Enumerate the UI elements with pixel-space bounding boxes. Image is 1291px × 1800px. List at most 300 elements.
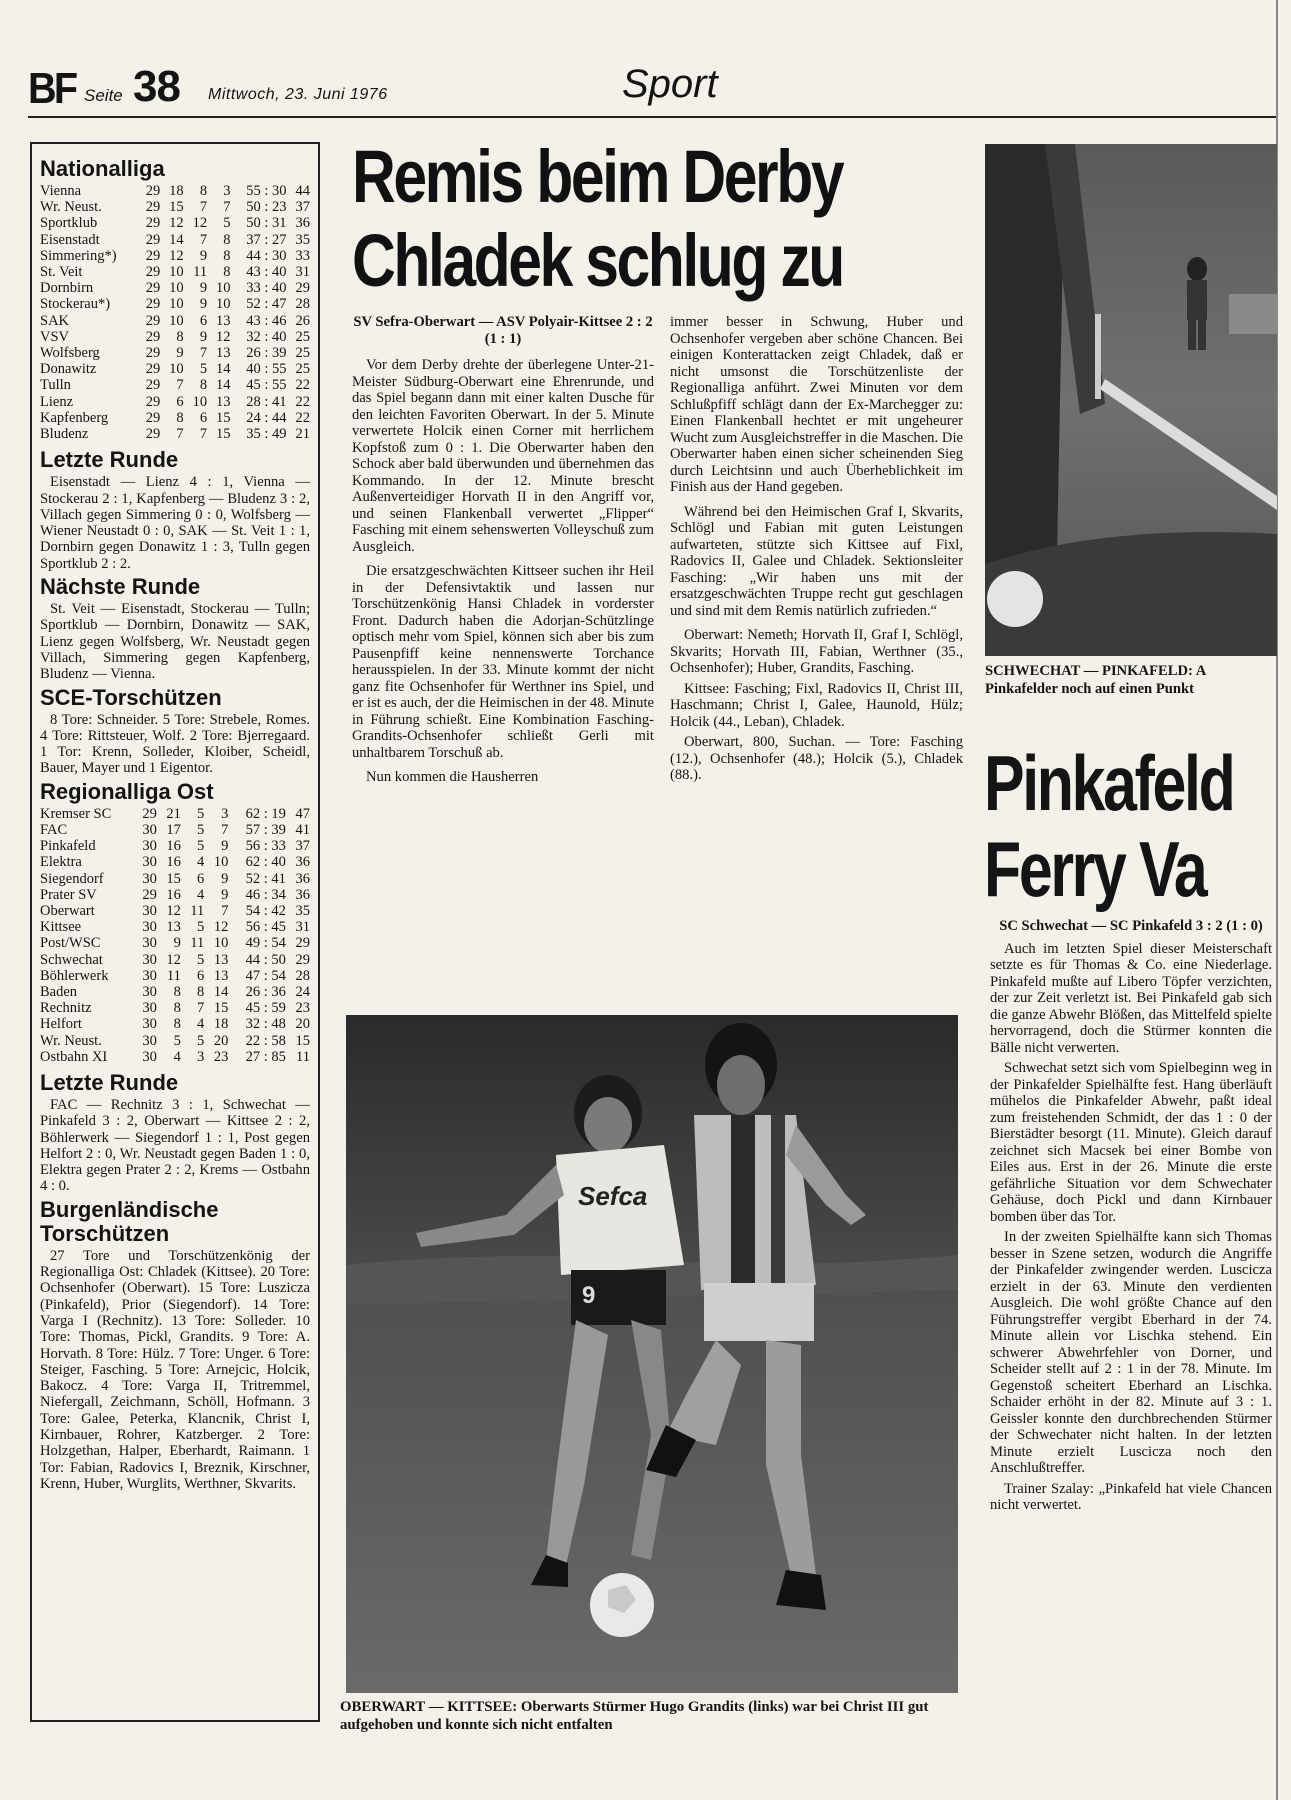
table-row	[40, 854, 310, 870]
table-cell: 22	[295, 377, 310, 394]
table-row	[40, 232, 310, 248]
table-cell: 5	[197, 919, 205, 936]
team-name: Sportklub	[40, 215, 98, 232]
table-cell: 31	[295, 264, 310, 281]
lineup-oberwart: Oberwart: Nemeth; Horvath II, Graf I, Schlögl, Skvarits; Horvath III, Fabian, Werthner (35., Ochsenhofer); Huber, Grandits, Fasching.	[670, 627, 963, 676]
table-cell: 20	[213, 1032, 229, 1049]
table-cell: 44	[295, 183, 310, 199]
table-row	[40, 394, 310, 410]
table-cell: 12	[169, 247, 184, 264]
table-cell: 11	[166, 967, 181, 984]
right-headline-line-2: Ferry Va	[984, 825, 1206, 913]
table-cell: 4	[197, 1016, 205, 1033]
table-row	[40, 1016, 310, 1032]
table-cell: 8	[176, 328, 184, 345]
table-cell: 47 : 54	[245, 967, 286, 984]
table-cell: 8	[176, 409, 184, 426]
match-facts: Oberwart, 800, Suchan. — Tore: Fasching (12.), Ochsenhofer (48.); Holcik (5.), Chladek (88.).	[670, 734, 963, 783]
table-row	[40, 296, 310, 312]
table-row	[40, 887, 310, 903]
table-cell: 10	[169, 264, 184, 281]
team-name: Helfort	[40, 1016, 82, 1033]
table-cell: 4	[197, 886, 205, 903]
table-cell: 30	[142, 1048, 157, 1065]
table-cell: 12	[166, 902, 181, 919]
table-cell: 5	[223, 215, 231, 232]
table-cell: 37 : 27	[246, 231, 287, 248]
table-cell: 9	[221, 838, 229, 855]
article-paragraph: Schwechat setzt sich vom Spielbeginn weg in der Pinkafelder Spielhälfte fest. Hang überläuft mühelos die Pinkafelder Abwehr, paßt ideal zum freistehenden Schmidt, der das 1 : 0 der Bierstädter besorgt (11. Minute). Gleich darauf zeichnet sich Macsek bei einer Bombe von Eiles aus. Erst in der 26. Minute die erste gefährliche Situation vor dem Schwechater Gehäuse, doch Pickl und dann Kirnbauer bomben über das Tor.	[990, 1060, 1272, 1225]
table-cell: 29	[145, 215, 161, 232]
table-cell: 12	[192, 215, 208, 232]
table-cell: 29	[145, 183, 161, 199]
table-cell: 6	[199, 312, 208, 329]
nationalliga-table	[40, 183, 310, 442]
table-cell: 30	[142, 870, 157, 887]
table-cell: 9	[221, 870, 229, 887]
table-row	[40, 248, 310, 264]
table-cell: 57 : 39	[245, 821, 286, 838]
table-cell: 13	[213, 951, 229, 968]
table-cell: 18	[213, 1016, 229, 1033]
table-cell: 29	[295, 280, 310, 297]
table-cell: 36	[295, 886, 310, 903]
page-number: 38	[133, 62, 180, 111]
photo-caption-right	[985, 662, 1277, 698]
table-cell: 29	[145, 231, 161, 248]
table-cell: 10	[215, 280, 231, 297]
table-cell: 25	[295, 361, 310, 378]
table-cell: 28	[295, 967, 310, 984]
table-cell: 50 : 31	[246, 215, 287, 232]
team-name: Donawitz	[40, 361, 97, 378]
table-cell: 10	[169, 296, 184, 313]
stats-box	[30, 142, 320, 1722]
table-cell: 27 : 85	[245, 1048, 286, 1065]
table-cell: 36	[295, 854, 310, 871]
team-name: Baden	[40, 983, 78, 1000]
table-cell: 25	[295, 345, 310, 362]
table-cell: 29	[145, 296, 161, 313]
table-cell: 5	[197, 805, 205, 822]
table-cell: 8	[173, 983, 181, 1000]
table-cell: 54 : 42	[245, 902, 286, 919]
table-cell: 9	[199, 247, 208, 264]
table-cell: 7	[221, 821, 229, 838]
table-cell: 22	[295, 409, 310, 426]
table-cell: 10	[169, 361, 184, 378]
table-cell: 62 : 19	[245, 805, 286, 822]
table-row	[40, 952, 310, 968]
table-cell: 9	[199, 280, 208, 297]
table-cell: 29	[145, 199, 161, 216]
table-cell: 29	[145, 393, 161, 410]
table-cell: 7	[199, 345, 208, 362]
team-name: Bludenz	[40, 426, 89, 443]
team-name: VSV	[40, 328, 70, 345]
table-row	[40, 329, 310, 345]
table-cell: 40 : 55	[246, 361, 287, 378]
table-cell: 5	[197, 838, 205, 855]
table-cell: 44 : 30	[246, 247, 287, 264]
table-cell: 13	[215, 393, 231, 410]
table-cell: 18	[169, 183, 184, 199]
table-cell: 29	[145, 328, 161, 345]
table-cell: 30	[142, 1000, 157, 1017]
team-name: Kapfenberg	[40, 409, 109, 426]
table-cell: 5	[197, 821, 205, 838]
team-name: St. Veit	[40, 264, 83, 281]
table-cell: 7	[176, 377, 184, 394]
article-paragraph: Die ersatzgeschwächten Kittseer suchen ihr Heil in der Defensivtaktik und lassen nur Torschützenkönig Hansi Chladek in vorderster Front. Dadurch haben die Adorjan-Schützlinge optisch mehr vom Spiel, können sich aber bis zum Pausenpfiff keine nennenswerte Torchance herausspielen. In der 33. Minute kommt der nicht ganz fite Ochsenhofer für Werthner ins Spiel, und er ist es auch, der die Heimischen in der 48. Minute in Führung schießt. Eine Kombination Fasching-Grandits-Ochsenhofer schließt Gerli mit unhaltbarem Torschuß ab.	[352, 563, 654, 761]
table-cell: 5	[197, 1032, 205, 1049]
team-name: Vienna	[40, 183, 82, 199]
table-cell: 43 : 46	[246, 312, 287, 329]
table-cell: 8	[223, 247, 231, 264]
table-cell: 6	[176, 393, 184, 410]
photo-caption-right-line-1: SCHWECHAT — PINKAFELD: A	[985, 663, 1207, 679]
table-row	[40, 361, 310, 377]
table-cell: 7	[199, 231, 208, 248]
table-row	[40, 871, 310, 887]
right-match-subhead: SC Schwechat — SC Pinkafeld 3 : 2 (1 : 0)	[999, 918, 1263, 934]
table-cell: 29	[295, 951, 310, 968]
table-cell: 10	[213, 854, 229, 871]
table-cell: 15	[215, 426, 231, 443]
table-cell: 55 : 30	[246, 183, 287, 199]
table-cell: 29	[145, 312, 161, 329]
table-cell: 13	[215, 345, 231, 362]
table-cell: 26	[295, 312, 310, 329]
table-cell: 26 : 39	[246, 345, 287, 362]
table-cell: 21	[295, 426, 310, 443]
article-paragraph: immer besser in Schwung, Huber und Ochsenhofer vergeben aber schöne Chancen. Bei einigen Konterattacken zeigt Chladek, daß er nicht umsonst die Torschützenliste der Regionalliga anführt. Zwei Minuten vor dem Schlußpfiff schlägt dann der Ex-Marchegger zu: Einen Flankenball hechtet er mit ungeheurer Wucht zum Ausgleichstreffer in die Maschen. Die Oberwarter haben einen sicher scheinenden Sieg durch Leichtsinn und auch Überheblichkeit im Finish aus der Hand gegeben.	[670, 314, 963, 495]
table-cell: 4	[197, 854, 205, 871]
team-name: FAC	[40, 821, 68, 838]
regionalliga-heading: Regionalliga Ost	[40, 778, 214, 804]
table-cell: 9	[173, 935, 181, 952]
table-row	[40, 1000, 310, 1016]
table-row	[40, 1049, 310, 1065]
team-name: Prater SV	[40, 886, 97, 903]
table-cell: 30	[142, 919, 157, 936]
table-cell: 30	[142, 935, 157, 952]
table-cell: 56 : 33	[245, 838, 286, 855]
table-cell: 9	[221, 886, 229, 903]
table-cell: 8	[173, 1016, 181, 1033]
regionalliga-table	[40, 806, 310, 1065]
table-cell: 13	[166, 919, 181, 936]
right-headline-clip	[984, 740, 1277, 920]
table-cell: 36	[295, 870, 310, 887]
table-cell: 30	[142, 1032, 157, 1049]
table-cell: 3	[223, 183, 231, 199]
team-name: Wr. Neust.	[40, 199, 102, 216]
table-cell: 5	[173, 1032, 181, 1049]
photo-caption-main: OBERWART — KITTSEE: Oberwarts Stürmer Hugo Grandits (links) war bei Christ III gut aufgehoben und konnte sich nicht entfalten	[340, 1699, 929, 1733]
table-cell: 10	[213, 935, 229, 952]
table-cell: 16	[166, 854, 181, 871]
table-cell: 15	[169, 199, 184, 216]
team-name: Ostbahn XI	[40, 1048, 108, 1065]
table-cell: 37	[295, 838, 310, 855]
table-cell: 4	[173, 1048, 181, 1065]
table-cell: 24 : 44	[246, 409, 287, 426]
table-cell: 41	[295, 821, 310, 838]
team-name: Stockerau*)	[40, 296, 111, 313]
table-cell: 30	[142, 1016, 157, 1033]
table-row	[40, 426, 310, 442]
team-name: Rechnitz	[40, 1000, 92, 1017]
table-cell: 25	[295, 328, 310, 345]
table-cell: 6	[197, 967, 205, 984]
table-cell: 29	[145, 426, 161, 443]
table-cell: 29	[145, 247, 161, 264]
team-name: Schwechat	[40, 951, 103, 968]
table-cell: 7	[223, 199, 231, 216]
table-cell: 30	[142, 821, 157, 838]
table-cell: 46 : 34	[245, 886, 286, 903]
table-cell: 7	[199, 426, 208, 443]
table-cell: 62 : 40	[245, 854, 286, 871]
team-name: Tulln	[40, 377, 71, 394]
table-cell: 30	[142, 838, 157, 855]
table-cell: 7	[199, 199, 208, 216]
table-cell: 29	[142, 886, 157, 903]
table-cell: 50 : 23	[246, 199, 287, 216]
table-cell: 14	[169, 231, 184, 248]
table-cell: 29	[145, 409, 161, 426]
table-row	[40, 410, 310, 426]
table-cell: 52 : 41	[245, 870, 286, 887]
table-cell: 29	[145, 264, 161, 281]
table-cell: 8	[199, 377, 208, 394]
match-photo	[346, 1015, 958, 1693]
match-subhead: SV Sefra-Oberwart — ASV Polyair-Kittsee 2 : 2 (1 : 1)	[353, 314, 653, 347]
table-cell: 16	[166, 886, 181, 903]
table-cell: 29	[145, 280, 161, 297]
table-cell: 23	[295, 1000, 310, 1017]
table-cell: 29	[295, 935, 310, 952]
table-cell: 35 : 49	[246, 426, 287, 443]
team-name: Simmering*)	[40, 247, 117, 264]
table-row	[40, 935, 310, 951]
table-cell: 49 : 54	[245, 935, 286, 952]
article-paragraph: Trainer Szalay: „Pinkafeld hat viele Chancen nicht verwertet.	[990, 1480, 1272, 1513]
table-row	[40, 345, 310, 361]
table-cell: 11	[190, 902, 205, 919]
table-cell: 31	[295, 919, 310, 936]
letzte-runde-heading: Letzte Runde	[40, 447, 179, 473]
table-row	[40, 968, 310, 984]
table-row	[40, 264, 310, 280]
table-cell: 32 : 40	[246, 328, 287, 345]
burgenlaendische-text: 27 Tore und Torschützenkönig der Regionalliga Ost: Chladek (Kittsee). 20 Tore: Ochsenhofer (Oberwart). 15 Tore: Luszicza (Pinkafeld), Prior (Siegendorf). 14 Tore: Varga I (Rechnitz). 13 Tore: Solleder. 10 Tore: Thomas, Pickl, Grandits. 9 Tore: A. Horvath. 8 Tore: Hülz. 7 Tore: Unger. 6 Tore: Steiger, Fasching. 5 Tore: Arnejcic, Holcik, Bakocz. 4 Tore: Varga II, Tritremmel, Niefergall, Zeichmann, Schöll, Hofmann. 3 Tore: Galee, Peterka, Klancnik, Christ I, Kirnbauer, Rohrer, Katzberger. 2 Tore: Holzgethan, Halper, Eberhardt, Raimann. 1 Tor: Fabian, Radovics I, Breznik, Kirschner, Krenn, Huber, Wurglits, Werthner, Skvarits.	[40, 1247, 310, 1492]
table-cell: 14	[213, 983, 229, 1000]
table-cell: 45 : 59	[245, 1000, 286, 1017]
table-cell: 10	[169, 280, 184, 297]
team-name: Eisenstadt	[40, 231, 100, 248]
table-cell: 14	[215, 377, 231, 394]
section-title: Sport	[622, 62, 718, 106]
table-cell: 29	[145, 361, 161, 378]
table-cell: 29	[142, 805, 157, 822]
table-cell: 15	[166, 870, 181, 887]
newspaper-logo: BF	[28, 64, 76, 113]
table-cell: 20	[295, 1016, 310, 1033]
team-name: Post/WSC	[40, 935, 101, 952]
table-cell: 10	[169, 312, 184, 329]
table-cell: 11	[296, 1048, 310, 1065]
team-name: Dornbirn	[40, 280, 94, 297]
table-cell: 15	[295, 1032, 310, 1049]
team-name: Lienz	[40, 393, 74, 410]
table-cell: 28	[295, 296, 310, 313]
football	[987, 571, 1043, 627]
table-cell: 11	[193, 264, 208, 281]
table-cell: 12	[166, 951, 181, 968]
article-paragraph: Während bei den Heimischen Graf I, Skvarits, Schlögl und Fabian mit guten Leistungen aufwarteten, stützte sich Kittsee auf Fixl, Radovics II, Galee und Chladek. Sektionsleiter Fasching: „Wir haben uns mit der ersatzgeschwächten Truppe recht gut geschlagen und sind mit dem Remis natürlich zufrieden.“	[670, 503, 963, 619]
table-cell: 8	[173, 1000, 181, 1017]
table-cell: 22 : 58	[245, 1032, 286, 1049]
article-paragraph: Vor dem Derby drehte der überlegene Unter-21-Meister Südburg-Oberwart eine Ehrenrunde, und das Spiel begann dann mit einer kalten Dusche für den leichten Favoriten Oberwart. In der 5. Minute verwertete Holcik einen Corner mit herrlichem Kopfstoß zum 0 : 1. Die Oberwarter haben den Schock aber bald überwunden und übernehmen das Kommando. In der 12. Minute brescht Außenverteidiger Horvath II in den Angriff vor, und seinen Flankenball verwertet „Flipper“ Fasching mit einem sehenswerten Volleyschuß zum Ausgleich.	[352, 357, 654, 555]
table-cell: 14	[215, 361, 231, 378]
naechste-runde-heading: Nächste Runde	[40, 574, 201, 600]
table-row	[40, 183, 310, 199]
table-cell: 13	[215, 312, 231, 329]
team-name: Wr. Neust.	[40, 1032, 102, 1049]
table-cell: 15	[215, 409, 231, 426]
jersey-sponsor: Sefca	[578, 1181, 648, 1211]
table-row	[40, 838, 310, 854]
right-article-column	[990, 918, 1272, 1518]
nationalliga-heading: Nationalliga	[40, 156, 165, 181]
table-cell: 3	[197, 1048, 205, 1065]
table-row	[40, 919, 310, 935]
table-cell: 7	[176, 426, 184, 443]
table-cell: 37	[295, 199, 310, 216]
sce-torschuetzen-heading: SCE-Torschützen	[40, 684, 222, 710]
sce-torschuetzen-text: 8 Tore: Schneider. 5 Tore: Strebele, Romes. 4 Tore: Rittsteuer, Wolf. 2 Tore: Bjerregaard. 1 Tor: Krenn, Solleder, Kloiber, Scheidl, Bauer, Mayer und 1 Eigentor.	[40, 711, 310, 777]
table-cell: 5	[199, 361, 208, 378]
table-cell: 30	[142, 902, 157, 919]
table-cell: 3	[221, 805, 229, 822]
table-cell: 43 : 40	[246, 264, 287, 281]
team-name: Kremser SC	[40, 805, 112, 822]
table-row	[40, 984, 310, 1000]
table-cell: 52 : 47	[246, 296, 287, 313]
table-cell: 47	[295, 805, 310, 822]
main-article-column-2	[670, 314, 963, 792]
table-cell: 44 : 50	[245, 951, 286, 968]
table-cell: 9	[199, 296, 208, 313]
table-cell: 30	[142, 854, 157, 871]
letzte-runde-text-2: FAC — Rechnitz 3 : 1, Schwechat — Pinkafeld 3 : 2, Oberwart — Kittsee 2 : 2, Böhlerwerk — Siegendorf 1 : 1, Post gegen Helfort 2 : 0, Wr. Neustadt gegen Baden 1 : 0, Elektra gegen Prater 2 : 2, Krems — Ostbahn 4 : 0.	[40, 1096, 310, 1195]
team-name: SAK	[40, 312, 70, 329]
table-cell: 32 : 48	[245, 1016, 286, 1033]
table-cell: 33 : 40	[246, 280, 287, 297]
burgenlaendische-heading: Burgenländische Torschützen	[40, 1196, 219, 1246]
lineup-kittsee: Kittsee: Fasching; Fixl, Radovics II, Christ III, Haschmann; Christ I, Galee, Haunold, Hülz; Holcik (44., Leban), Chladek.	[670, 680, 963, 730]
schwechat-photo	[985, 144, 1277, 656]
table-cell: 15	[213, 1000, 229, 1017]
jersey-number: 9	[582, 1282, 596, 1309]
table-row	[40, 1033, 310, 1049]
table-row	[40, 822, 310, 838]
article-paragraph: Nun kommen die Hausherren	[366, 769, 539, 785]
table-cell: 6	[197, 870, 205, 887]
table-cell: 24	[295, 983, 310, 1000]
main-headline-line-1: Remis beim Derby	[352, 135, 843, 218]
header-rule	[28, 116, 1278, 118]
team-name: Kittsee	[40, 919, 82, 936]
table-cell: 35	[295, 902, 310, 919]
table-cell: 23	[213, 1048, 229, 1065]
table-row	[40, 280, 310, 296]
team-name: Wolfsberg	[40, 345, 100, 362]
table-cell: 7	[197, 1000, 205, 1017]
naechste-runde-text: St. Veit — Eisenstadt, Stockerau — Tulln; Sportklub — Dornbirn, Donawitz — SAK, Lienz gegen Wolfsberg, Wr. Neustadt gegen Villach, Simmering gegen Kapfenberg, Bludenz — Vienna.	[40, 601, 310, 683]
table-cell: 8	[199, 183, 208, 199]
table-cell: 10	[192, 393, 208, 410]
table-cell: 8	[223, 231, 231, 248]
team-name: Böhlerwerk	[40, 967, 109, 984]
photo-caption-right-line-2: Pinkafelder noch auf einen Punkt	[985, 681, 1194, 697]
table-row	[40, 215, 310, 231]
table-cell: 5	[197, 951, 205, 968]
table-cell: 8	[223, 264, 231, 281]
table-row	[40, 377, 310, 393]
article-paragraph: In der zweiten Spielhälfte kann sich Thomas besser in Szene setzen, wodurch die Angriffe der Pinkafelder zwingender werden. Luscicza erzielt in der 63. Minute den verdienten Ausgleich. Die wohl größte Chance auf den Führungstreffer vergibt Eberhard in der 74. Minute allein vor Lischka stehend. Ein schwerer Abwehrfehler von Dorner, und Scheider stellt auf 2 : 1 in der 78. Minute. Im Gegenstoß scheitert Eberhard an Lischka. Schaider erhöht in der 82. Minute auf 3 : 1. Geissler konnte den durchbrechenden Stürmer der Schwechater nicht halten. In der letzten Minute erzielt Luscicza noch den Anschlußtreffer.	[990, 1229, 1272, 1476]
table-cell: 17	[166, 821, 181, 838]
table-cell: 9	[199, 328, 208, 345]
table-cell: 9	[176, 345, 184, 362]
table-cell: 12	[169, 215, 184, 232]
table-cell: 56 : 45	[245, 919, 286, 936]
table-cell: 6	[199, 409, 208, 426]
table-cell: 12	[215, 328, 231, 345]
table-cell: 12	[213, 919, 229, 936]
table-cell: 26 : 36	[245, 983, 286, 1000]
letzte-runde-heading-2: Letzte Runde	[40, 1069, 179, 1095]
table-cell: 30	[142, 967, 157, 984]
table-cell: 30	[142, 983, 157, 1000]
table-cell: 30	[142, 951, 157, 968]
table-cell: 45 : 55	[246, 377, 287, 394]
table-cell: 7	[221, 902, 229, 919]
main-article-column-1	[352, 314, 654, 794]
team-name: Oberwart	[40, 902, 95, 919]
table-row	[40, 199, 310, 215]
table-row	[40, 903, 310, 919]
table-cell: 29	[145, 345, 161, 362]
team-name: Elektra	[40, 854, 82, 871]
table-cell: 29	[145, 377, 161, 394]
team-name: Siegendorf	[40, 870, 104, 887]
table-cell: 35	[295, 231, 310, 248]
article-paragraph: Auch im letzten Spiel dieser Meisterschaft setzte es für Thomas & Co. eine Niederlage. Pinkafeld mußte auf Libero Töpfer verzichten, der zur Zeit verletzt ist. Bei Pinkafeld gab sich die ganze Abwehr Blößen, das Mittelfeld spielte hervorragend, doch die Stürmer konnten die Bälle nicht verwerten.	[990, 940, 1272, 1056]
letzte-runde-text: Eisenstadt — Lienz 4 : 1, Vienna — Stockerau 2 : 1, Kapfenberg — Bludenz 3 : 2, Villach gegen Simmering 0 : 0, Wolfsberg — Wiener Neustadt 0 : 0, SAK — St. Veit 1 : 1, Dornbirn gegen Donawitz 1 : 3, Tulln gegen Sportklub 2 : 2.	[40, 474, 310, 572]
table-row	[40, 313, 310, 329]
table-cell: 11	[190, 935, 205, 952]
table-cell: 22	[295, 393, 310, 410]
table-cell: 10	[215, 296, 231, 313]
issue-date: Mittwoch, 23. Juni 1976	[208, 86, 388, 103]
table-cell: 16	[166, 838, 181, 855]
table-cell: 21	[166, 805, 181, 822]
table-cell: 36	[295, 215, 310, 232]
main-headline-line-2: Chladek schlug zu	[352, 219, 843, 302]
